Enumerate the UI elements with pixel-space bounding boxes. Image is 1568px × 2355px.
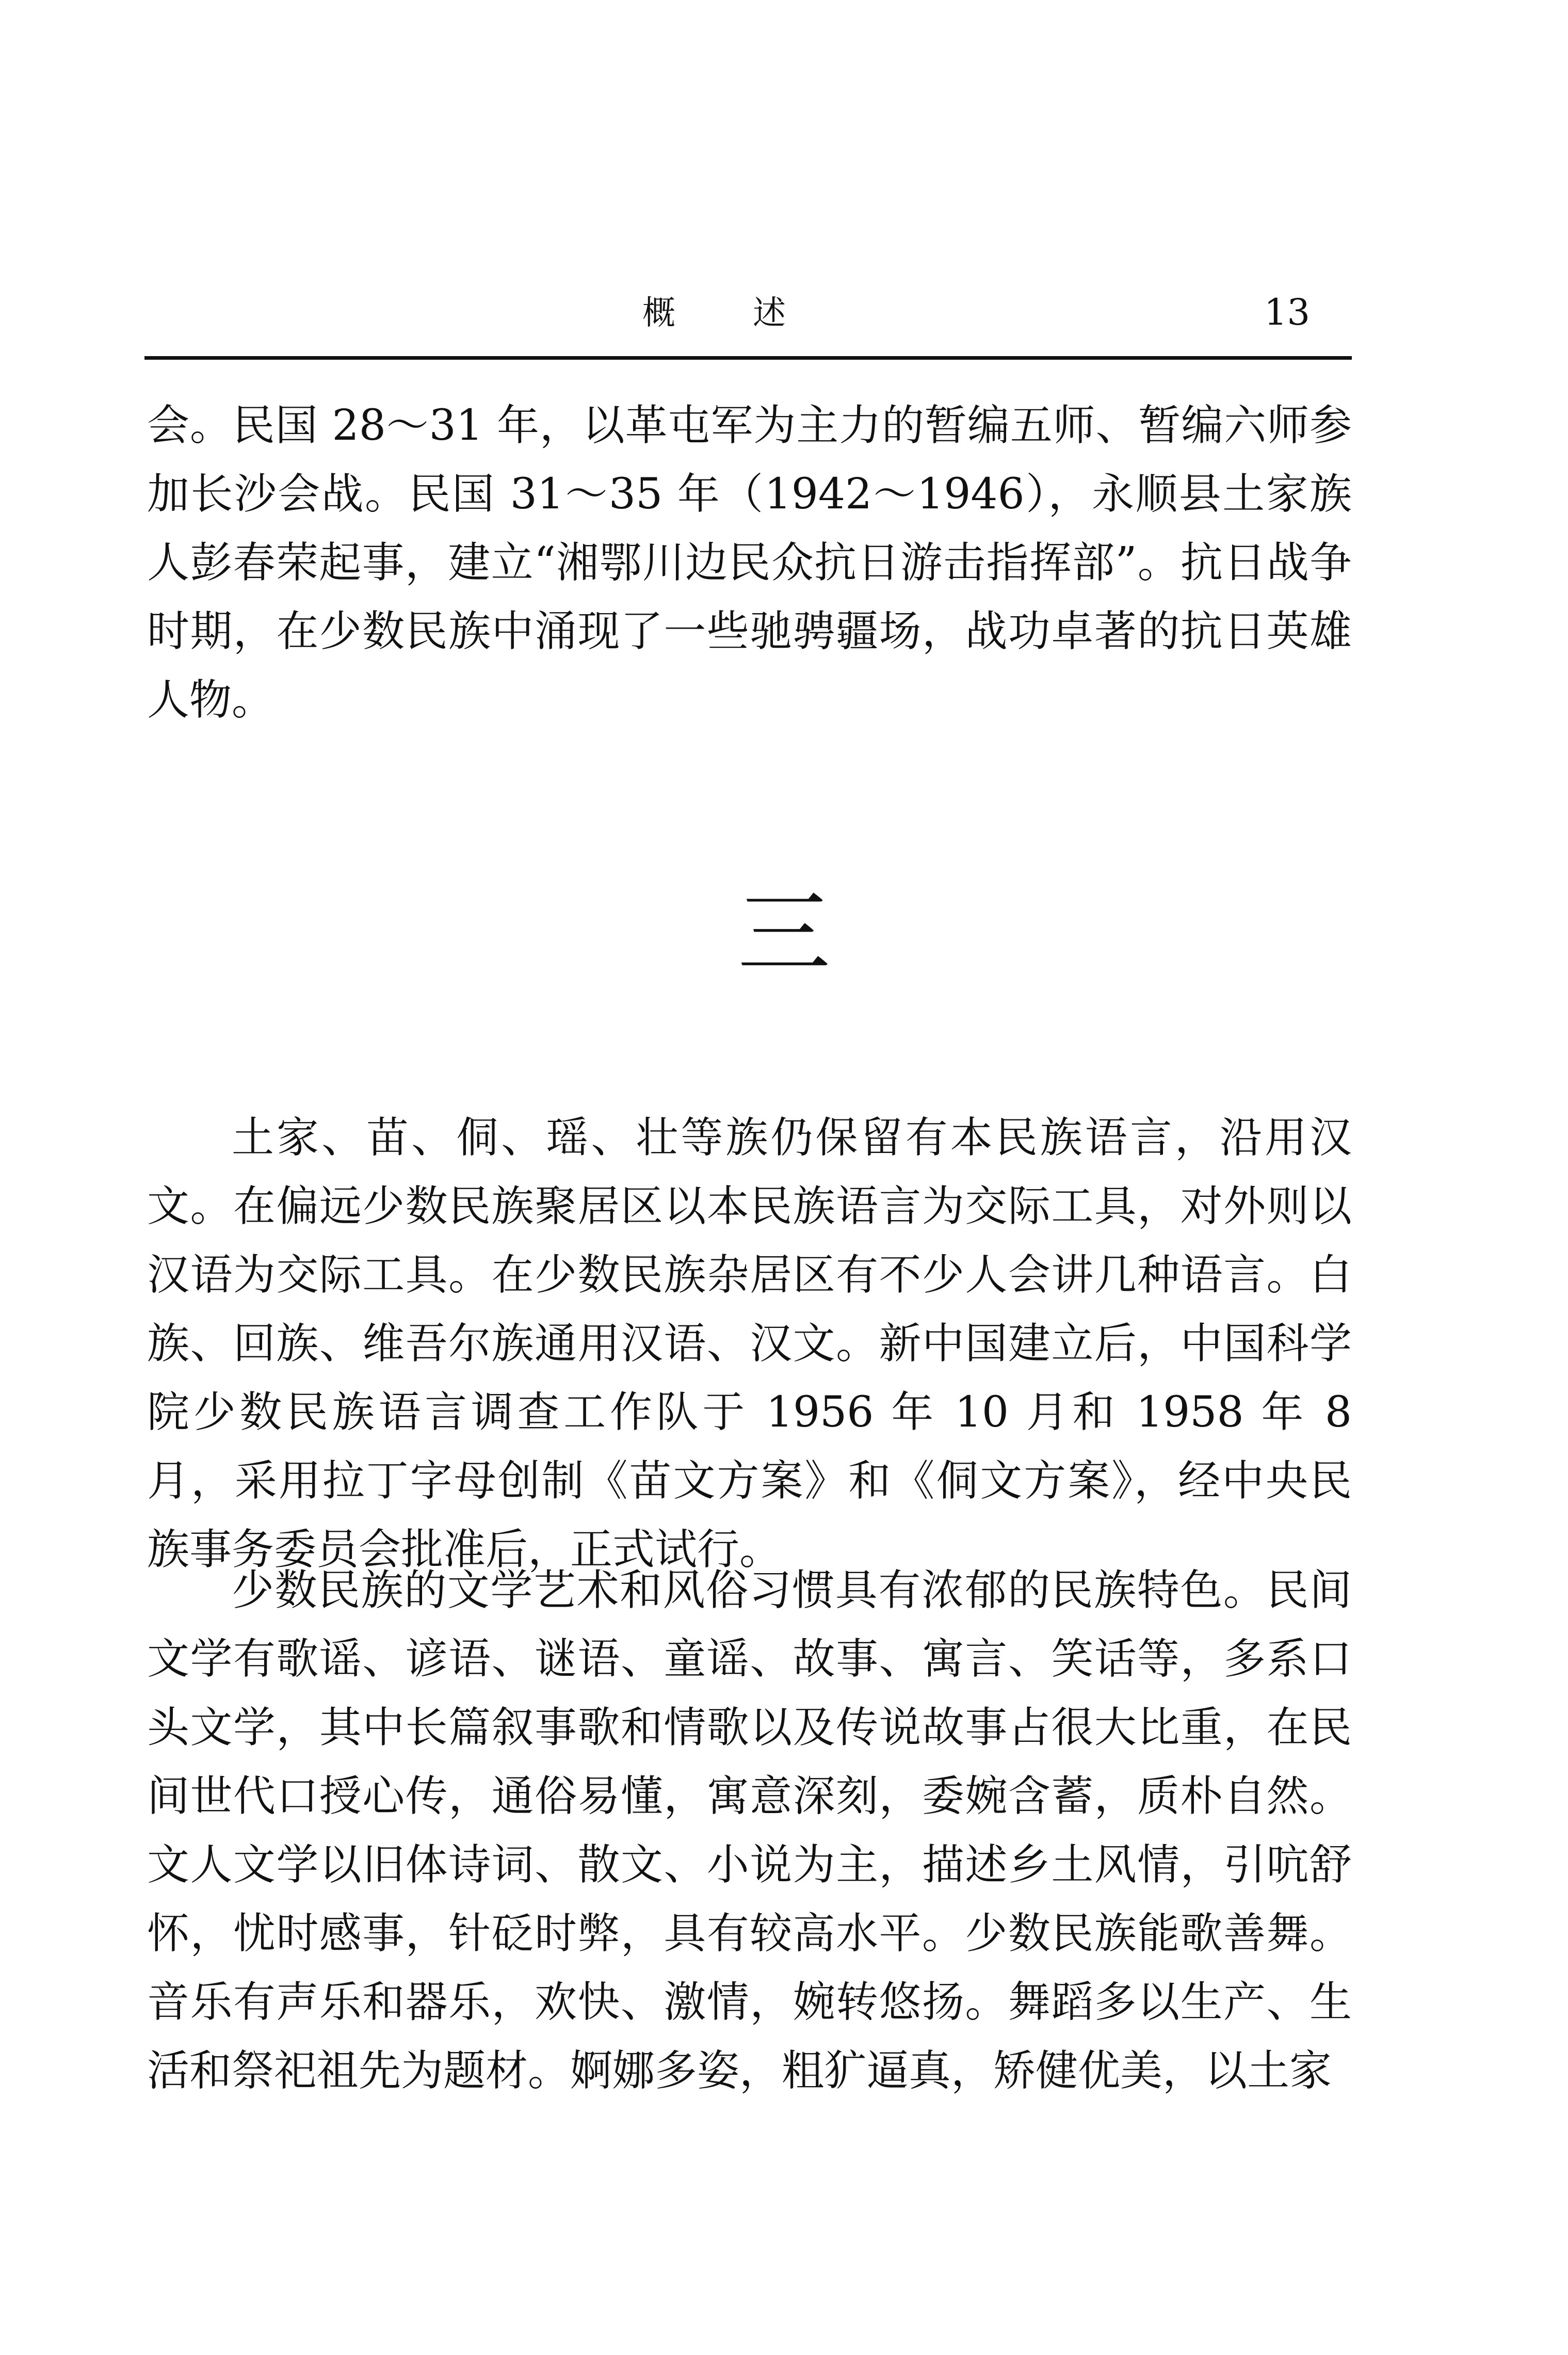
- body-paragraph: 土家、苗、侗、瑶、壮等族仍保留有本民族语言，沿用汉文。在偏远少数民族聚居区以本民族语言为交际工具，对外则以汉语为交际工具。在少数民族杂居区有不少人会讲几种语言。白族、回族、维吾尔族通用汉语、汉文。新中国建立后，中国科学院少数民族语言调查工作队于 1956 年 10 月和 1958 年 8 月，采用拉丁字母创制《苗文方案》和《侗文方案》，经中央民族事务委员会批准后，正式试行。: [147, 1113, 1352, 1574]
- body-paragraph: 少数民族的文学艺术和风俗习惯具有浓郁的民族特色。民间文学有歌谣、谚语、谜语、童谣、故事、寓言、笑话等，多系口头文学，其中长篇叙事歌和情歌以及传说故事占很大比重，在民间世代口授心传，通俗易懂，寓意深刻，委婉含蓄，质朴自然。文人文学以旧体诗词、散文、小说为主，描述乡土风情，引吭舒怀，忧时感事，针砭时弊，具有较高水平。少数民族能歌善舞。音乐有声乐和器乐，欢快、激情，婉转悠扬。舞蹈多以生产、生活和祭祀祖先为题材。婀娜多姿，粗犷逼真，矫健优美，以土家: [147, 1566, 1352, 2095]
- body-paragraph: 会。民国 28～31 年，以革屯军为主力的暂编五师、暂编六师参加长沙会战。民国 31～35 年（1942～1946），永顺县土家族人彭春荣起事，建立“湘鄂川边民众抗日游击指挥部”。抗日战争时期，在少数民族中涌现了一些驰骋疆场，战功卓著的抗日英雄人物。: [147, 401, 1352, 725]
- running-header-title: 概述: [642, 294, 863, 332]
- section-heading: 三: [737, 880, 831, 988]
- page-number: 13: [1264, 291, 1311, 333]
- header-rule: [144, 356, 1352, 360]
